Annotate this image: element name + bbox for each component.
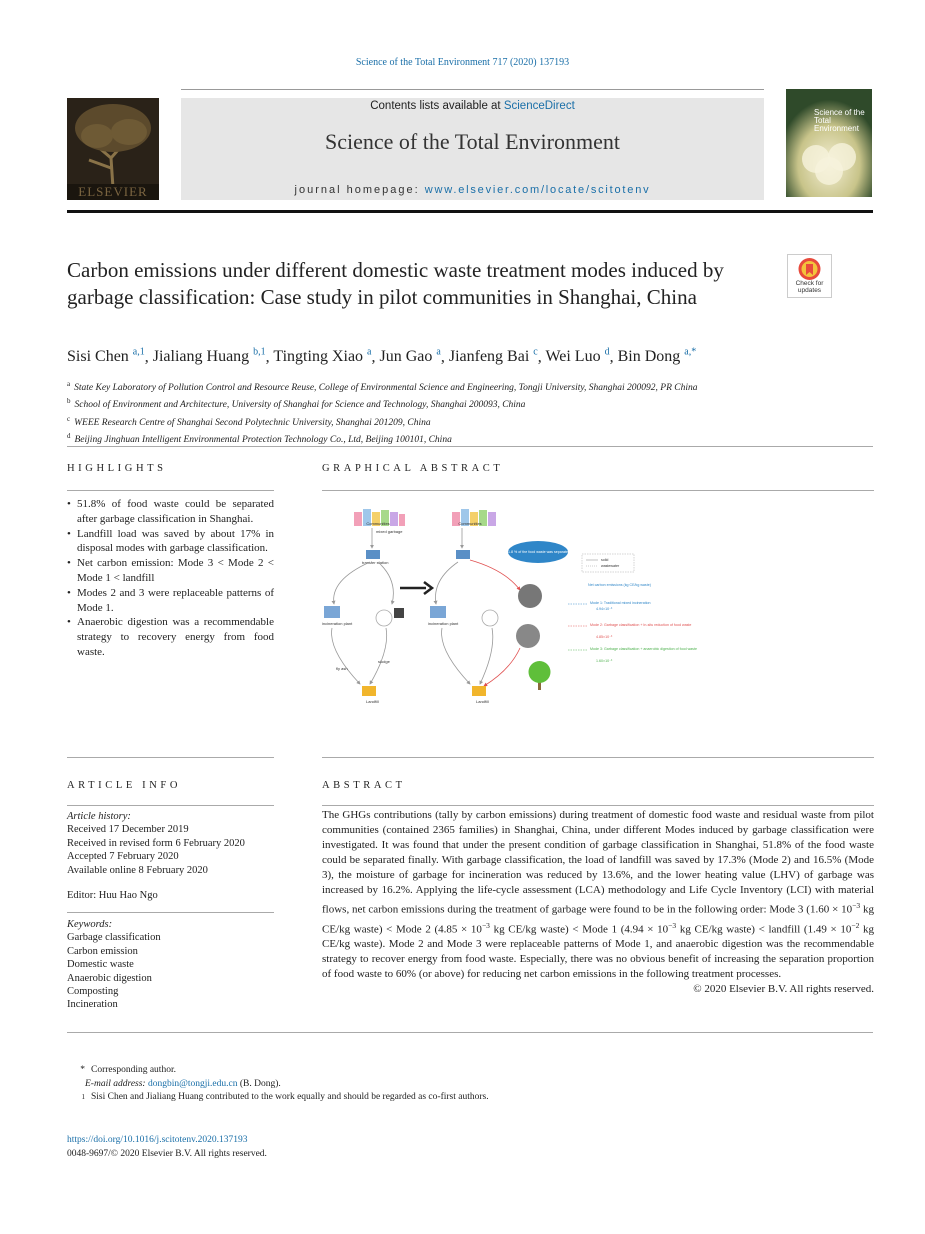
- author-link[interactable]: Sisi Chen $^{a,1}$: [67, 347, 145, 366]
- ga-transfer-station-label: transfer station: [362, 560, 389, 565]
- anaerobic-digester-icon: [516, 624, 540, 648]
- divider: [67, 912, 274, 913]
- ga-communities-label-2: Communities: [458, 521, 482, 526]
- keyword: Domestic waste: [67, 959, 134, 971]
- check-updates-text: Check for updates: [795, 280, 824, 294]
- ga-communities-label: Communities: [366, 521, 390, 526]
- homepage-link[interactable]: www.elsevier.com/locate/scitotenv: [424, 184, 651, 196]
- keyword: Carbon emission: [67, 945, 138, 957]
- issn-line: 0048-9697/© 2020 Elsevier B.V. All rights reserved.: [67, 1148, 267, 1159]
- ga-landfill-label: Landfill: [366, 699, 379, 704]
- history-item: Available online 8 February 2020: [67, 864, 208, 876]
- email-link[interactable]: dongbin@tongji.edu.cn: [147, 1078, 238, 1089]
- history-item: Accepted 7 February 2020: [67, 851, 179, 863]
- abstract-paragraph: The GHGs contributions (tally by carbon emissions) during treatment of domestic food waste and residual waste from pilot communities (contained 2365 families) in Shanghai, China, under different Modes induced by garbage classification were investigated. It was found that under the present condition of garbage classification in Shanghai, 51.8% of the food waste could be separated finally. With garbage classification, the load of landfill was saved by 17.3% (Mode 2) and 16.5% (Mode 3), the moisture of garbage for incineration was reduced by 13.6%, and the lower heating value (LHV) of garbage was increased by 16.2%. Applying the life-cycle assessment (LCA) methodology and Life Cycle Inventory (LCI) with material flows, net carbon emissions during the treatment of garbage were found to be in the following order: Mode 3 ($1.60 \times 10^{-3}$ kg CE/kg waste) < Mode 2 ($4.85 \times 10^{-3}$ kg CE/kg waste) < Mode 1 ($4.94 \times 10^{-3}$ kg CE/kg waste) < landfill ($1.49 \times 10^{-2}$ kg CE/kg waste). Mode 2 and Mode 3 were replaceable patterns of Mode 1, and anaerobic digestion was the recommendable strategy to recover energy from food waste. Especially, there was no obvious benefit of increasing the separation proportion of food waste to 60% (or above) for reducing net carbon emissions in the following treatment processes.: [322, 809, 875, 981]
- article-title: Carbon emissions under different domestic waste treatment modes induced by garbage classification: Case study in pilot communities in Shanghai, China: [67, 258, 724, 309]
- elsevier-logo[interactable]: [67, 98, 159, 200]
- divider: [67, 805, 274, 806]
- landfill-truck-icon: [362, 686, 376, 696]
- ga-mode3-label: Mode 3: Garbage classification + anaerobic digestion of food waste: [590, 647, 697, 651]
- footnotes: [67, 1064, 489, 1105]
- ga-legend-wastewater: wastewater: [601, 564, 620, 568]
- journal-cover[interactable]: [786, 89, 872, 197]
- graphical-abstract-figure[interactable]: [320, 500, 697, 708]
- ga-incineration-label-2: incineration plant: [428, 621, 459, 626]
- affiliation: $^c$ WEEE Research Centre of Shanghai Second Polytechnic University, Shanghai 201209, China: [67, 414, 431, 429]
- contents-available: [181, 100, 764, 112]
- divider: [322, 805, 874, 806]
- author-link[interactable]: Jun Gao $^a$: [379, 347, 441, 366]
- keyword: Composting: [67, 986, 119, 998]
- keyword: Garbage classification: [67, 932, 161, 944]
- incineration-plant-icon: [430, 606, 446, 618]
- ga-mixed-garbage-label: mixed garbage: [376, 529, 403, 534]
- article-history: [67, 810, 245, 877]
- history-item: Received 17 December 2019: [67, 824, 189, 836]
- affiliation: $^d$ Beijing Jinghuan Intelligent Environmental Protection Technology Co., Ltd, Beijing 100101, China: [67, 432, 452, 446]
- keyword: Anaerobic digestion: [67, 972, 152, 984]
- header-thick-rule: [67, 210, 873, 213]
- ga-mode1-value: 4.94×10⁻³: [596, 607, 613, 611]
- header-rule: [181, 89, 764, 90]
- elsevier-logo-text: ELSEVIER: [78, 184, 148, 199]
- highlight-item: • 51.8% of food waste could be separated after garbage classification in Shanghai.: [67, 497, 274, 527]
- abstract-body: [322, 808, 874, 997]
- transfer-station-icon: [456, 550, 470, 559]
- ga-mode3-value: 1.60×10⁻³: [596, 659, 613, 663]
- history-item: Received in revised form 6 February 2020: [67, 837, 245, 849]
- sciencedirect-link[interactable]: ScienceDirect: [503, 100, 575, 112]
- ga-mode2-value: 4.85×10⁻³: [596, 635, 613, 639]
- graphical-abstract-heading: GRAPHICAL ABSTRACT: [322, 463, 504, 474]
- divider: [67, 1032, 873, 1033]
- author-link[interactable]: Jianfeng Bai $^c$: [448, 347, 538, 366]
- incineration-plant-icon: [324, 606, 340, 618]
- ga-net-emissions-label: Net carbon emissions (kg CE/kg waste): [588, 583, 651, 587]
- divider: [67, 757, 274, 758]
- author-link[interactable]: Wei Luo $^d$: [545, 347, 610, 366]
- keywords: [67, 918, 161, 1012]
- author-list: Sisi Chen $^{a,1}$, Jialiang Huang $^{b,1}$, Tingting Xiao $^a$, Jun Gao $^a$, Jianfeng Bai $^c$, Wei Luo $^d$, Bin Dong $^{a,*}$: [67, 347, 697, 366]
- transfer-station-icon: [366, 550, 380, 559]
- author-link[interactable]: Bin Dong $^{a,*}$: [617, 347, 697, 366]
- journal-title: Science of the Total Environment: [325, 129, 620, 154]
- author-link[interactable]: Jialiang Huang $^{b,1}$: [152, 347, 266, 366]
- highlight-item: • Net carbon emission: Mode 3 < Mode 2 < Mode 1 < landfill: [67, 556, 274, 586]
- doi-link[interactable]: https://doi.org/10.1016/j.scitotenv.2020.137193: [67, 1135, 248, 1145]
- ga-mode1-label: Mode 1: Traditional mixed incineration: [590, 601, 651, 605]
- highlight-item: • Landfill load was saved by about 17% in disposal modes with garbage classification.: [67, 527, 274, 557]
- highlight-item: • Modes 2 and 3 were replaceable patterns of Mode 1.: [67, 586, 274, 616]
- journal-banner: [181, 98, 764, 200]
- ga-legend-solid: solid: [601, 558, 609, 562]
- author-link[interactable]: Tingting Xiao $^a$: [273, 347, 372, 366]
- corresponding-footnote: * Corresponding author.: [80, 1065, 176, 1075]
- cover-title: Science of the Total Environment: [814, 108, 865, 133]
- in-situ-reduction-icon: [518, 584, 542, 608]
- divider: [322, 490, 874, 491]
- homepage-prefix: journal homepage:: [294, 184, 420, 196]
- wwtp-icon: [394, 608, 404, 618]
- ga-landfill-label-2: Landfill: [476, 699, 489, 704]
- highlights-list: [67, 497, 274, 660]
- divider: [67, 490, 274, 491]
- ga-fly-ash-label: fly ash: [336, 666, 348, 671]
- contents-prefix: Contents lists available at: [370, 100, 501, 112]
- affiliation: $^b$ School of Environment and Architecture, University of Shanghai for Science and Technology, Shanghai 200093, China: [67, 397, 526, 411]
- affiliations: [67, 378, 698, 448]
- cofirst-footnote: 1 Sisi Chen and Jialiang Huang contributed to the work equally and should be regarded as co-first authors.: [81, 1092, 489, 1102]
- editor: Editor: Huu Hao Ngo: [67, 890, 158, 901]
- highlights-heading: HIGHLIGHTS: [67, 463, 167, 474]
- divider: [67, 446, 873, 447]
- publication-info: [67, 1134, 267, 1161]
- ga-sludge-label: sludge: [378, 659, 390, 664]
- article-info-heading: ARTICLE INFO: [67, 780, 182, 791]
- abstract-copyright: © 2020 Elsevier B.V. All rights reserved.: [693, 983, 874, 996]
- affiliation: $^a$ State Key Laboratory of Pollution Control and Resource Reuse, College of Environmental Science and Engineering, Tongji University, Shanghai 200092, PR China: [67, 380, 698, 394]
- ga-mode2-label: Mode 2: Garbage classification + In-situ reduction of food waste: [590, 623, 692, 627]
- landfill-truck-icon: [472, 686, 486, 696]
- abstract-heading: ABSTRACT: [322, 780, 406, 791]
- tree-icon: [529, 661, 551, 690]
- journal-homepage: [181, 184, 764, 196]
- ga-incineration-label: incineration plant: [322, 621, 353, 626]
- keywords-label: Keywords:: [67, 919, 113, 930]
- keyword: Incineration: [67, 999, 118, 1011]
- email-footnote: E-mail address: dongbin@tongji.edu.cn (B. Dong).: [85, 1078, 281, 1089]
- divider: [322, 757, 874, 758]
- journal-citation-link[interactable]: Science of the Total Environment 717 (2020) 137193: [355, 57, 570, 68]
- highlight-item: • Anaerobic digestion was a recommendable strategy to recovery energy from food waste.: [67, 615, 274, 659]
- check-updates-icon: [788, 255, 831, 281]
- history-label: Article history:: [67, 811, 131, 822]
- check-for-updates-badge[interactable]: [787, 254, 832, 298]
- ga-callout-text: 51.8 % of the food waste was separated: [506, 550, 570, 554]
